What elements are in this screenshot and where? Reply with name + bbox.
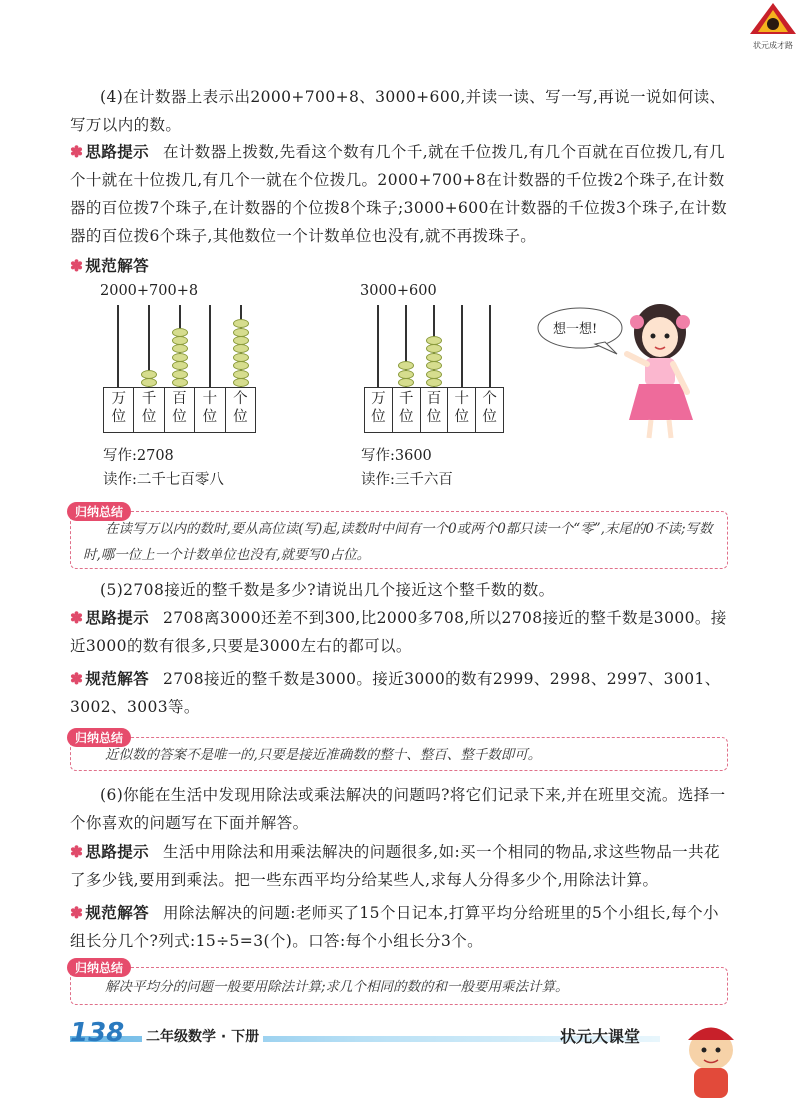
abacus1-bead <box>233 328 249 337</box>
abacus2-bead <box>426 361 442 370</box>
abacus2-expression: 3000+600 <box>360 283 437 299</box>
q4-hint <box>70 138 730 250</box>
abacus1-place-label: 百 位 <box>164 388 194 432</box>
q5-hint-label: 思路提示 <box>85 609 149 627</box>
abacus1-bead <box>172 370 188 379</box>
q6-answer-text: 用除法解决的问题:老师买了15个日记本,打算平均分给班里的5个小组长,每个小组长分几个?列式:15÷5=3(个)。口答:每个小组长分3个。 <box>70 904 719 950</box>
q5-answer <box>70 665 730 721</box>
abacus1-read: 读作:二千七百零八 <box>103 472 224 488</box>
q4-hint-text: 在计数器上拨数,先看这个数有几个千,就在千位拨几,有几个百就在百位拨几,有几个十就在十位拨几,有几个一就在个位拨几。2000+700+8在计数器的千位拨2个珠子,在计数器的百位拨7个珠子,在计数器的个位拨8个珠子;3000+600在计数器的千位拨3个珠子,在计数器的百位拨6个珠子,其他数位一个计数单位也没有,就不再拨珠子。 <box>70 143 727 245</box>
abacus1-bead <box>172 361 188 370</box>
abacus1-place-label: 十 位 <box>194 388 224 432</box>
abacus2-rod <box>489 305 491 387</box>
abacus1-bead <box>141 370 157 379</box>
abacus2-bead <box>426 378 442 387</box>
abacus-3600 <box>364 305 504 435</box>
abacus1-expression: 2000+700+8 <box>100 283 199 299</box>
abacus2-place-label: 万 位 <box>371 391 386 425</box>
abacus2-write: 写作:3600 <box>361 448 432 464</box>
hint-star-icon: ✽ <box>70 608 84 627</box>
logo-emblem-icon <box>748 2 798 36</box>
abacus1-place-label: 万 位 <box>111 391 126 425</box>
abacus2-rod <box>377 305 379 387</box>
abacus2-base <box>364 387 504 433</box>
q6-answer <box>70 899 730 955</box>
abacus1-base <box>103 387 256 433</box>
q5-hint <box>70 604 730 660</box>
abacus2-bead <box>398 361 414 370</box>
speech-bubble-text: 想一想! <box>553 322 598 337</box>
answer-star-icon: ✽ <box>70 669 84 688</box>
abacus1-bead <box>233 336 249 345</box>
hint-star-icon: ✽ <box>70 142 84 161</box>
q5-answer-label: 规范解答 <box>85 670 149 688</box>
series-brand: 状元大课堂 <box>560 1027 641 1046</box>
publisher-logo <box>748 2 798 48</box>
abacus2-bead <box>398 378 414 387</box>
q6-answer-label: 规范解答 <box>85 904 149 922</box>
q6-hint-text: 生活中用除法和用乘法解决的问题很多,如:买一个相同的物品,求这些物品一共花了多少钱,要用到乘法。把一些东西平均分给某些人,求每人分得多少个,用除法计算。 <box>70 843 720 889</box>
abacus1-place-label: 千 位 <box>133 388 163 432</box>
abacus2-read: 读作:三千六百 <box>361 472 453 488</box>
abacus-2708 <box>103 305 256 435</box>
q5-answer-text: 2708接近的整千数是3000。接近3000的数有2999、2998、2997、3001、3002、3003等。 <box>70 670 721 716</box>
abacus1-bead <box>233 370 249 379</box>
book-title: 二年级数学 · 下册 <box>142 1026 263 1046</box>
page-number: 138 <box>70 1018 125 1048</box>
q6-summary-tag: 归纳总结 <box>67 958 131 977</box>
mascot-illustration <box>676 1010 746 1105</box>
q6-summary-box <box>70 961 728 1005</box>
q5-summary-text: 近似数的答案不是唯一的,只要是接近准确数的整十、整百、整千数即可。 <box>105 747 542 763</box>
abacus2-bead <box>426 336 442 345</box>
abacus2-place-label: 个 位 <box>475 388 503 432</box>
q5-question: (5)2708接近的整千数是多少?请说出几个接近这个整千数的数。 <box>100 581 555 599</box>
abacus2-rod <box>461 305 463 387</box>
abacus1-bead <box>233 353 249 362</box>
abacus1-bead <box>233 344 249 353</box>
abacus1-bead <box>233 319 249 328</box>
abacus2-bead <box>426 370 442 379</box>
page-footer <box>70 1018 660 1048</box>
abacus1-place-label: 个 位 <box>225 388 255 432</box>
q5-summary-tag: 归纳总结 <box>67 728 131 747</box>
q4-question: (4)在计数器上表示出2000+700+8、3000+600,并读一读、写一写,再说一说如何读、写万以内的数。 <box>70 88 726 134</box>
abacus1-bead <box>233 378 249 387</box>
abacus1-bead <box>141 378 157 387</box>
abacus2-bead <box>426 353 442 362</box>
answer-star-icon: ✽ <box>70 256 84 275</box>
abacus1-bead <box>172 336 188 345</box>
abacus2-bead <box>398 370 414 379</box>
abacus2-place-label: 十 位 <box>447 388 475 432</box>
q4-answer-heading <box>70 252 730 280</box>
abacus1-bead <box>233 361 249 370</box>
abacus1-rod <box>209 305 211 387</box>
q6-hint <box>70 838 730 894</box>
q4-summary-tag: 归纳总结 <box>67 502 131 521</box>
q6-hint-label: 思路提示 <box>85 843 149 861</box>
abacus1-write: 写作:2708 <box>103 448 174 464</box>
q4-summary-text: 在读写万以内的数时,要从高位读(写)起,读数时中间有一个0或两个0都只读一个“零”,末尾的0不读;写数时,哪一位上一个计数单位也没有,就要写0占位。 <box>83 521 713 563</box>
q6-summary-text: 解决平均分的问题一般要用除法计算;求几个相同的数的和一般要用乘法计算。 <box>105 979 569 995</box>
abacus1-rod <box>117 305 119 387</box>
abacus1-bead <box>172 344 188 353</box>
q4-hint-label: 思路提示 <box>85 143 149 161</box>
q4-answer-label: 规范解答 <box>85 257 149 275</box>
abacus1-bead <box>172 378 188 387</box>
logo-text: 状元成才路 <box>753 41 793 50</box>
q6-question: (6)你能在生活中发现用除法或乘法解决的问题吗?将它们记录下来,并在班里交流。选择一个你喜欢的问题写在下面并解答。 <box>70 786 726 832</box>
hint-star-icon: ✽ <box>70 842 84 861</box>
abacus2-place-label: 千 位 <box>392 388 420 432</box>
thinking-girl-illustration <box>535 292 715 442</box>
q4-summary-box <box>70 505 728 569</box>
q5-hint-text: 2708离3000还差不到300,比2000多708,所以2708接近的整千数是3000。接近3000的数有很多,只要是3000左右的都可以。 <box>70 609 727 655</box>
abacus2-place-label: 百 位 <box>420 388 448 432</box>
answer-star-icon: ✽ <box>70 903 84 922</box>
abacus1-bead <box>172 353 188 362</box>
abacus2-bead <box>426 344 442 353</box>
q5-summary-box <box>70 731 728 771</box>
abacus1-bead <box>172 328 188 337</box>
